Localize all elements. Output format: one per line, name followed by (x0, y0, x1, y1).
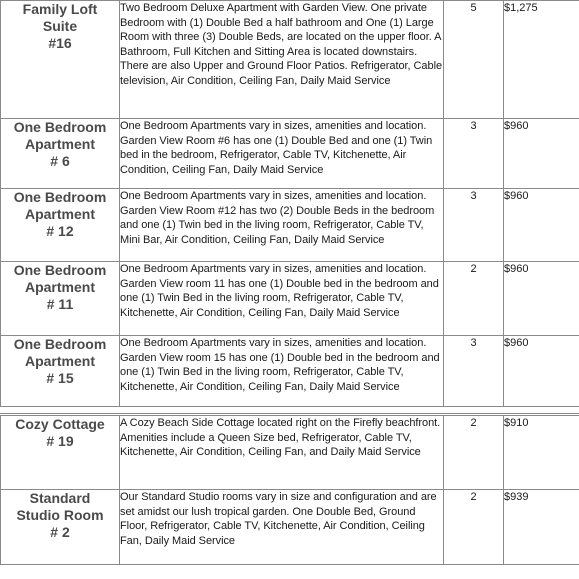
room-name-cell (1, 415, 120, 490)
table-row (1, 189, 579, 262)
room-name-line: Studio Room (16, 507, 104, 523)
room-occupancy: 2 (444, 490, 504, 565)
separator-cell (120, 407, 444, 415)
room-price: $1,275 (504, 1, 579, 119)
room-occupancy: 2 (444, 415, 504, 490)
table-row (1, 262, 579, 336)
room-name-line: Standard (29, 490, 91, 506)
separator-cell (444, 407, 504, 415)
room-name-line: # 19 (46, 433, 74, 449)
room-occupancy: 2 (444, 262, 504, 336)
room-price: $960 (504, 262, 579, 336)
room-occupancy: 3 (444, 189, 504, 262)
room-occupancy: 3 (444, 336, 504, 407)
room-description: A Cozy Beach Side Cottage located right on the Firefly beachfront. Amenities include a Queen Size bed, Refrigerator, Cable TV, Kitchenette, Air Condition, Ceiling Fan, and Daily Maid Service (120, 415, 444, 490)
room-name-line: # 6 (50, 153, 70, 169)
room-description: One Bedroom Apartments vary in sizes, amenities and location. Garden View room 15 has one (1) Double bed in the bedroom and one (1) Twin Bed in the living room, Refrigerator, Cable TV, Kitchenette, Air Condition, Ceiling Fan, Daily Maid Service (120, 336, 444, 407)
room-name-line: Cozy Cottage (15, 416, 105, 432)
room-name-line: One Bedroom (13, 336, 107, 352)
room-name-cell (1, 1, 120, 119)
room-description: Two Bedroom Deluxe Apartment with Garden View. One private Bedroom with (1) Double Bed a half bathroom and One (1) Large Room with three (3) Double Beds, are located on the upper floor. A Bathroom, Full Kitchen and Sitting Area is located downstairs. There are also Upper and Ground Floor Patios. Refrigerator, Cable television, Air Condition, Ceiling Fan, Daily Maid Service (120, 1, 444, 119)
room-occupancy: 3 (444, 119, 504, 189)
room-name-line: Family Loft (22, 1, 98, 17)
table-row (1, 336, 579, 407)
room-name-line: One Bedroom (13, 189, 107, 205)
separator-cell (504, 407, 579, 415)
room-name-line: One Bedroom (13, 119, 107, 135)
room-price: $960 (504, 336, 579, 407)
room-description: One Bedroom Apartments vary in sizes, amenities and location. Garden View room 11 has one (1) Double bed in the bedroom and one (1) Twin Bed in the living room, Refrigerator, Cable TV, Kitchenette, Air Condition, Ceiling Fan, Daily Maid Service (120, 262, 444, 336)
room-name-line: # 11 (46, 296, 74, 312)
room-description: Our Standard Studio rooms vary in size and configuration and are set amidst our lush tropical garden. One Double Bed, Ground Floor, Refrigerator, Cable TV, Kitchenette, Air Condition, Ceiling Fan, Daily Maid Service (120, 490, 444, 565)
room-name-line: Apartment (24, 279, 95, 295)
room-name-line: #16 (48, 35, 72, 51)
room-name-line: Apartment (24, 206, 95, 222)
row-separator (1, 407, 579, 415)
room-name-line: Apartment (24, 136, 95, 152)
room-price: $960 (504, 119, 579, 189)
separator-cell (1, 407, 120, 415)
room-name-line: # 12 (46, 223, 74, 239)
room-name-cell (1, 262, 120, 336)
room-price: $939 (504, 490, 579, 565)
room-description: One Bedroom Apartments vary in sizes, amenities and location. Garden View Room #6 has one (1) Double Bed and one (1) Twin bed in the bedroom, Refrigerator, Cable TV, Kitchenette, Air Condition, Ceiling Fan, Daily Maid Service (120, 119, 444, 189)
room-name-cell (1, 119, 120, 189)
room-name-cell (1, 336, 120, 407)
table-row (1, 415, 579, 490)
room-name-line: Apartment (24, 353, 95, 369)
room-name-line: Suite (42, 18, 78, 34)
room-name-cell (1, 189, 120, 262)
room-price: $910 (504, 415, 579, 490)
room-price: $960 (504, 189, 579, 262)
room-occupancy: 5 (444, 1, 504, 119)
table-row (1, 1, 579, 119)
room-name-line: # 15 (46, 370, 74, 386)
room-description: One Bedroom Apartments vary in sizes, amenities and location. Garden View Room #12 has two (2) Double Beds in the bedroom and one (1) Twin bed in the living room, Refrigerator, Cable TV, Mini Bar, Air Condition, Ceiling Fan, Daily Maid Service (120, 189, 444, 262)
room-name-line: # 2 (50, 524, 70, 540)
table-row (1, 119, 579, 189)
room-name-line: One Bedroom (13, 262, 107, 278)
room-name-cell (1, 490, 120, 565)
table-row (1, 490, 579, 565)
